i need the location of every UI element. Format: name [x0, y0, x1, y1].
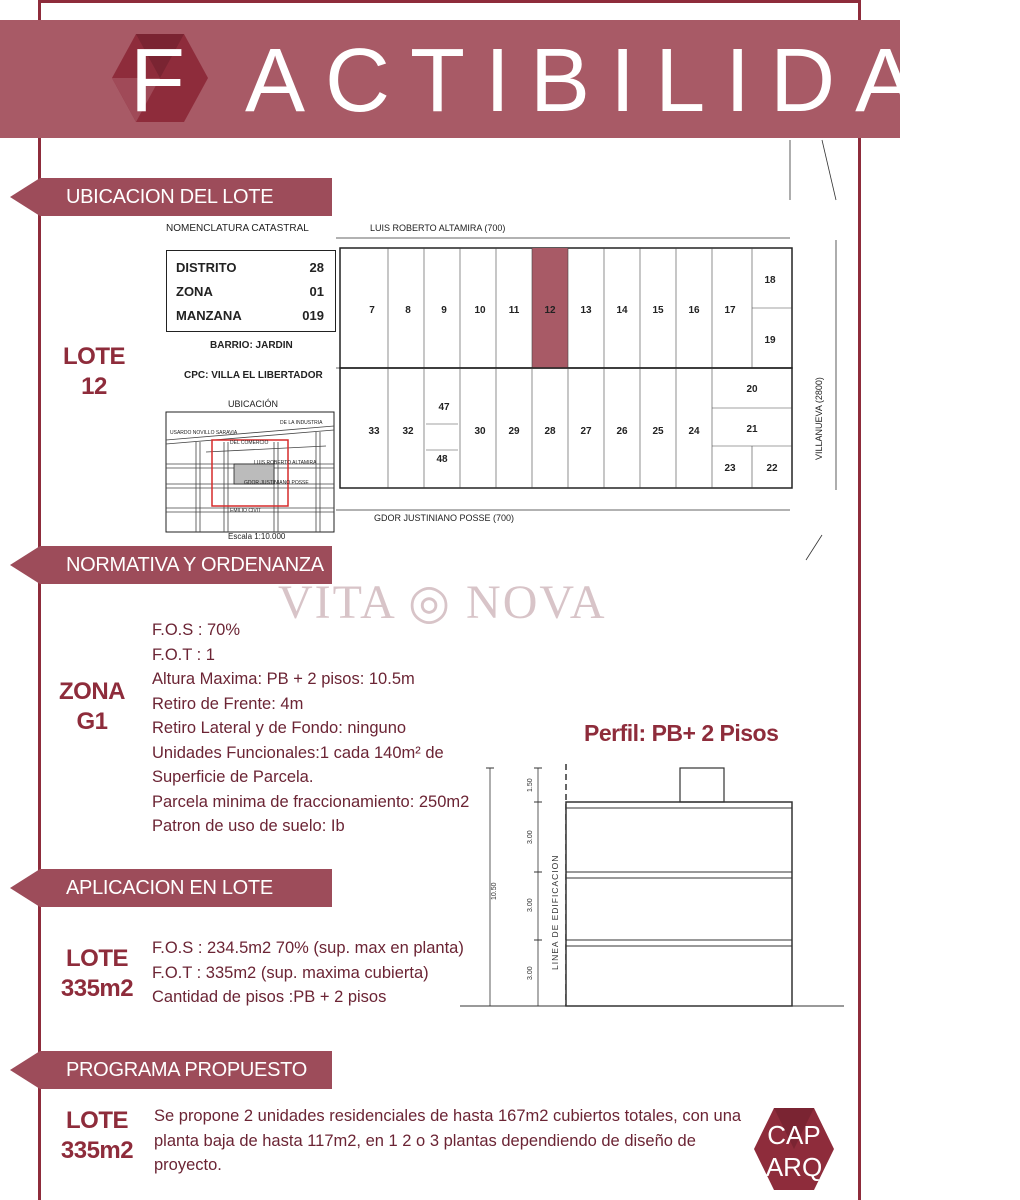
- lot-number: 30: [474, 426, 486, 437]
- normativa-item: Retiro de Frente: 4m: [152, 694, 304, 713]
- lot-number: 23: [724, 463, 736, 474]
- svg-text:CAP: CAP: [767, 1120, 821, 1150]
- zona-value: 01: [309, 284, 324, 299]
- programa-text: Se propone 2 unidades residenciales de hasta 167m2 cubiertos totales, con una planta baja de hasta 117m2, en 1 2 o 3 plantas dependiendo de diseño de proyecto.: [154, 1107, 742, 1174]
- locator-street-comercio: DEL COMERCIO: [230, 440, 269, 446]
- lot-number: 10: [474, 305, 486, 316]
- lot-number: 9: [441, 305, 447, 316]
- normativa-item: F.O.S : 70%: [152, 621, 241, 639]
- locator-map: [166, 412, 334, 532]
- normativa-item: Retiro Lateral y de Fondo: ninguno: [152, 719, 407, 737]
- aplicacion-item: F.O.T : 335m2 (sup. maxima cubierta): [152, 963, 429, 982]
- perfil-diagram: [460, 760, 850, 1010]
- lot-number: 24: [688, 426, 700, 437]
- manzana-value: 019: [302, 308, 324, 323]
- barrio-label: BARRIO: JARDIN: [210, 340, 293, 351]
- lot-number: 17: [724, 305, 736, 316]
- lot-number: 22: [766, 463, 778, 474]
- locator-street-altamira: LUIS ROBERTO ALTAMIRA: [254, 460, 317, 466]
- lot-number: 48: [436, 454, 448, 465]
- cadastral-plan: [336, 140, 860, 560]
- svg-text:ARQ: ARQ: [765, 1152, 823, 1182]
- caparq-logo: [754, 1104, 834, 1194]
- lot-number-highlight: 12: [544, 305, 556, 316]
- watermark: VITA ◎ NOVA: [278, 576, 607, 629]
- section-banner-programa: PROGRAMA PROPUESTO: [10, 1051, 332, 1089]
- lot-number: 26: [616, 426, 628, 437]
- section-banner-aplicacion: APLICACION EN LOTE: [10, 869, 332, 907]
- normativa-item: Superficie de Parcela.: [152, 768, 314, 786]
- locator-street-novillo: USARDO NOVILLO SARAVIA: [170, 430, 238, 436]
- normativa-item: F.O.T : 1: [152, 645, 215, 664]
- street-right-label: VILLANUEVA (2800): [814, 377, 824, 460]
- lot-number: 13: [580, 305, 592, 316]
- manzana-label: MANZANA: [176, 308, 242, 323]
- lot-number: 28: [544, 426, 556, 437]
- lote-label-aplicacion: LOTE 335m2: [60, 945, 134, 1002]
- lot-number: 15: [652, 305, 664, 316]
- dim-label: 1.50: [527, 778, 534, 792]
- locator-street-posse: GDOR JUSTINIANO POSSE: [244, 480, 309, 486]
- lote-label-programa: LOTE 335m2: [60, 1107, 134, 1164]
- zona-row-label: ZONA: [176, 284, 213, 299]
- normativa-item: Patron de uso de suelo: Ib: [152, 817, 345, 835]
- lot-number: 27: [580, 426, 592, 437]
- total-height-label: 10.50: [491, 882, 498, 900]
- lot-number: 21: [746, 424, 758, 435]
- aplicacion-list: [152, 936, 464, 1010]
- dim-label: 3.00: [527, 898, 534, 912]
- aplicacion-item: F.O.S : 234.5m2 70% (sup. max en planta): [152, 939, 464, 957]
- linea-edificacion-label: LINEA DE EDIFICACION: [550, 854, 560, 970]
- aplicacion-item: Cantidad de pisos :PB + 2 pisos: [152, 988, 387, 1006]
- lot-number: 33: [368, 426, 380, 437]
- section-banner-normativa: NORMATIVA Y ORDENANZA: [10, 546, 332, 584]
- lot-number: 18: [764, 275, 776, 286]
- ubicacion-map-label: UBICACIÓN: [228, 399, 279, 409]
- lot-number: 19: [764, 335, 776, 346]
- lot-number: 25: [652, 426, 664, 437]
- lot-number: 7: [369, 305, 375, 316]
- distrito-value: 28: [309, 260, 324, 275]
- lote-label-ubicacion: LOTE 12: [63, 343, 125, 400]
- distrito-label: DISTRITO: [176, 260, 237, 275]
- dim-label: 3.00: [527, 966, 534, 980]
- dim-label: 3.00: [527, 830, 534, 844]
- lot-number: 14: [616, 305, 628, 316]
- lot-number: 29: [508, 426, 520, 437]
- lot-number: 47: [438, 402, 450, 413]
- lot-number: 11: [508, 305, 520, 316]
- lot-number: 32: [402, 426, 414, 437]
- perfil-title: Perfil: PB+ 2 Pisos: [584, 720, 779, 746]
- page-title: F ACTIBILIDAD: [130, 31, 1020, 131]
- escala-label: Escala 1:10.000: [228, 532, 286, 541]
- normativa-list: [152, 618, 469, 839]
- lot-number: 20: [746, 384, 758, 395]
- frame-top-border: [38, 0, 861, 3]
- lot-number: 16: [688, 305, 700, 316]
- locator-street-industria: DE LA INDUSTRIA: [280, 420, 323, 426]
- normativa-item: Parcela minima de fraccionamiento: 250m2: [152, 792, 470, 811]
- zona-label: ZONA G1: [59, 678, 125, 735]
- lot-number: 8: [405, 305, 411, 316]
- normativa-item: Unidades Funcionales:1 cada 140m² de: [152, 743, 444, 762]
- nomenclatura-heading: NOMENCLATURA CATASTRAL: [166, 223, 309, 234]
- locator-street-civit: EMILIO CIVIT: [230, 508, 262, 514]
- section-banner-ubicacion: UBICACION DEL LOTE: [10, 178, 332, 216]
- cpc-label: CPC: VILLA EL LIBERTADOR: [184, 370, 323, 381]
- street-top-label: LUIS ROBERTO ALTAMIRA (700): [370, 223, 506, 233]
- street-bottom-label: GDOR JUSTINIANO POSSE (700): [374, 513, 515, 523]
- normativa-item: Altura Maxima: PB + 2 pisos: 10.5m: [152, 670, 415, 688]
